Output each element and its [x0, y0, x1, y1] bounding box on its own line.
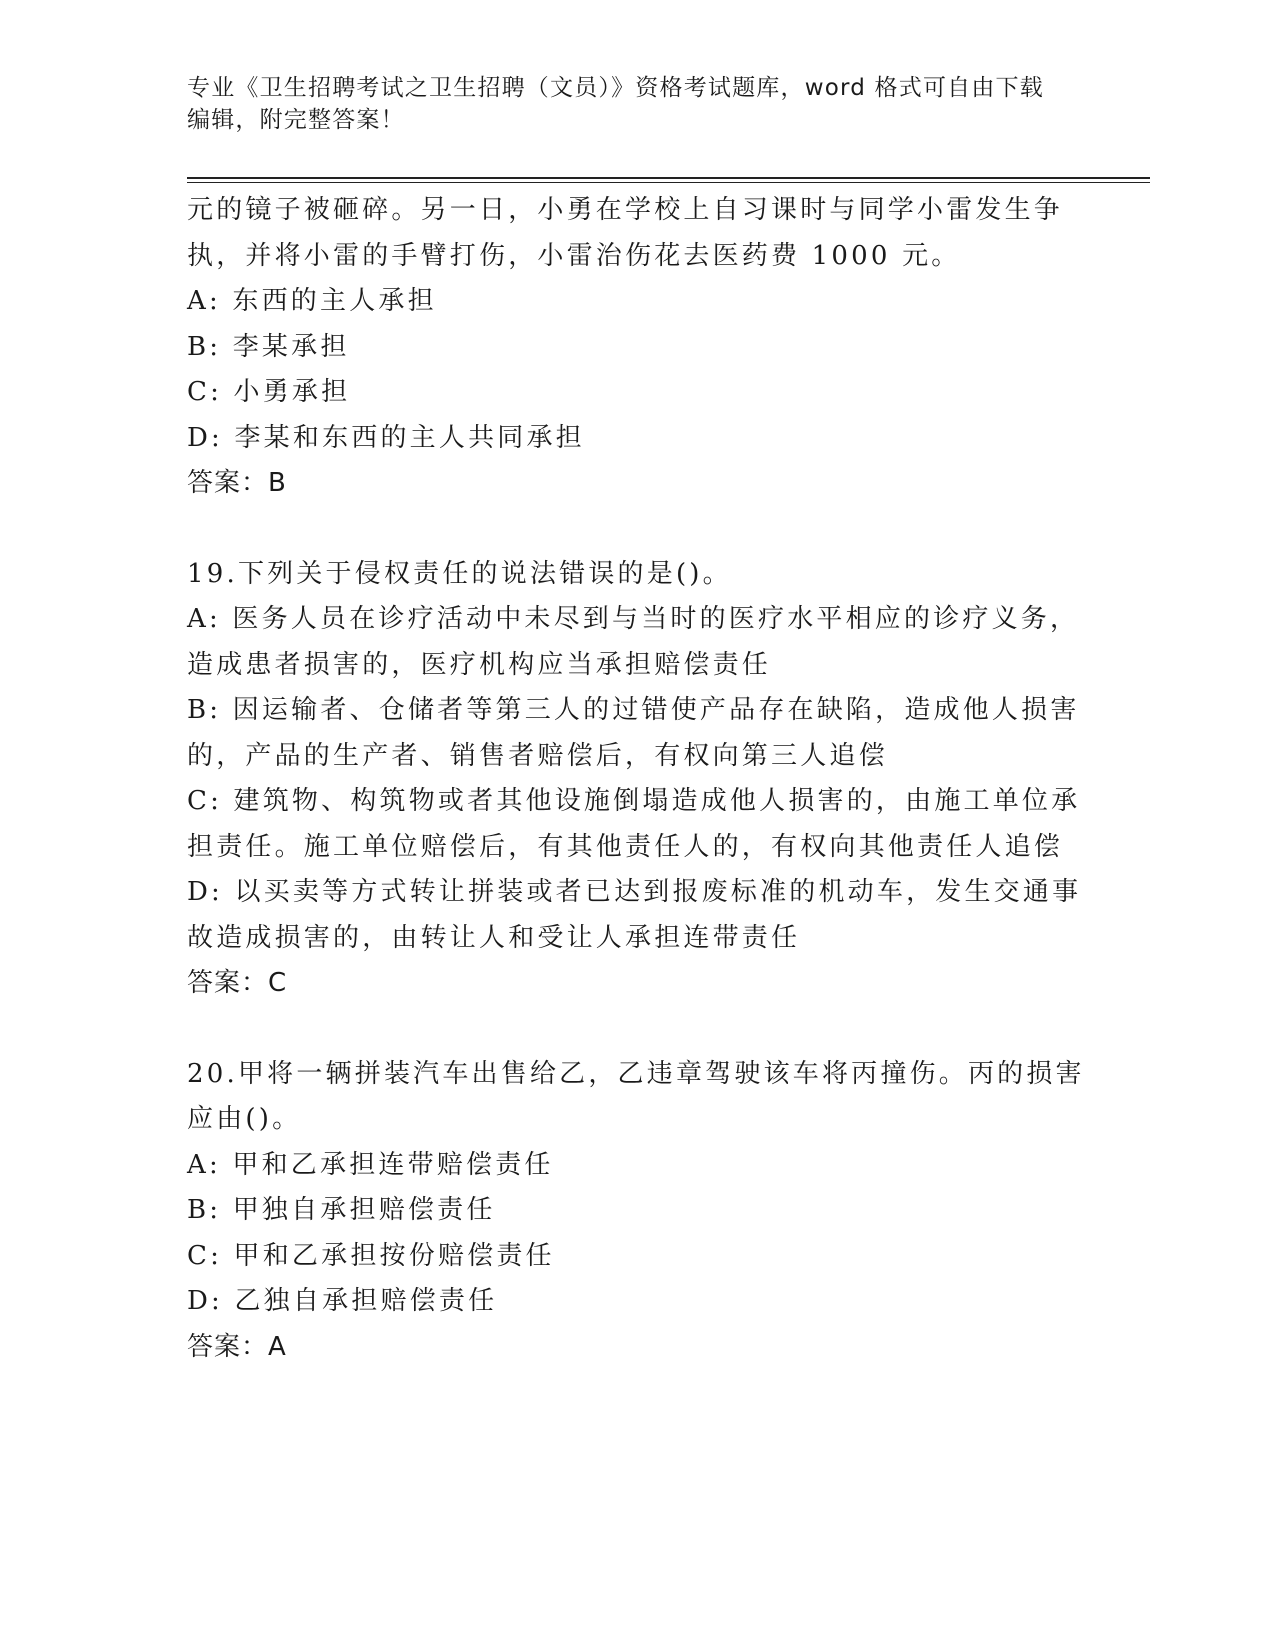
- header-line-2: 编辑，附完整答案！: [187, 107, 405, 133]
- header-line-1: 专业《卫生招聘考试之卫生招聘（文员）》资格考试题库，word 格式可自由下载: [187, 75, 1044, 101]
- question-19-answer: 答案：C: [187, 968, 288, 998]
- document-header: [187, 72, 1067, 136]
- question-20-option-a: A: 甲和乙承担连带赔偿责任: [187, 1149, 554, 1180]
- question-18-option-c: C: 小勇承担: [187, 377, 351, 407]
- question-20: [187, 1052, 1087, 1371]
- question-18-answer: 答案：B: [187, 468, 287, 498]
- header-divider-thin: [187, 182, 1150, 183]
- question-20-stem-line-2: 应由()。: [187, 1104, 302, 1134]
- question-19-option-b-line-1: B: 因运输者、仓储者等第三人的过错使产品存在缺陷，造成他人损害: [187, 695, 1080, 725]
- question-20-stem-line-1: 20.甲将一辆拼装汽车出售给乙，乙违章驾驶该车将丙撞伤。丙的损害: [187, 1058, 1085, 1089]
- question-19-option-c-line-2: 担责任。施工单位赔偿后，有其他责任人的，有权向其他责任人追偿: [187, 831, 1064, 862]
- spacer: [187, 507, 1087, 552]
- question-19-option-a-line-1: A: 医务人员在诊疗活动中未尽到与当时的医疗水平相应的诊疗义务，: [187, 604, 1080, 634]
- question-18-stem-cont-1: 元的镜子被砸碎。另一日，小勇在学校上自习课时与同学小雷发生争: [187, 195, 1064, 225]
- question-20-option-d: D: 乙独自承担赔偿责任: [187, 1286, 498, 1316]
- question-19-option-d-line-2: 故造成损害的，由转让人和受让人承担连带责任: [187, 922, 801, 953]
- question-18: [187, 188, 1087, 507]
- question-19: [187, 552, 1087, 1007]
- question-20-option-c: C: 甲和乙承担按份赔偿责任: [187, 1240, 555, 1271]
- question-18-option-d: D: 李某和东西的主人共同承担: [187, 422, 585, 453]
- spacer: [187, 1007, 1087, 1052]
- question-20-answer: 答案：A: [187, 1331, 287, 1362]
- header-divider-thick: [187, 177, 1150, 179]
- question-19-option-b-line-2: 的，产品的生产者、销售者赔偿后，有权向第三人追偿: [187, 740, 888, 771]
- question-list: [187, 188, 1087, 1370]
- question-18-option-a: A: 东西的主人承担: [187, 286, 437, 316]
- question-19-option-d-line-1: D: 以买卖等方式转让拼装或者已达到报废标准的机动车，发生交通事: [187, 877, 1082, 907]
- question-19-option-a-line-2: 造成患者损害的，医疗机构应当承担赔偿责任: [187, 649, 772, 680]
- question-18-stem-cont-2: 执，并将小雷的手臂打伤，小雷治伤花去医药费 1000 元。: [187, 240, 961, 271]
- question-18-option-b: B: 李某承担: [187, 331, 350, 362]
- question-19-stem: 19.下列关于侵权责任的说法错误的是()。: [187, 558, 732, 589]
- question-19-option-c-line-1: C: 建筑物、构筑物或者其他设施倒塌造成他人损害的，由施工单位承: [187, 786, 1081, 816]
- question-20-option-b: B: 甲独自承担赔偿责任: [187, 1195, 496, 1225]
